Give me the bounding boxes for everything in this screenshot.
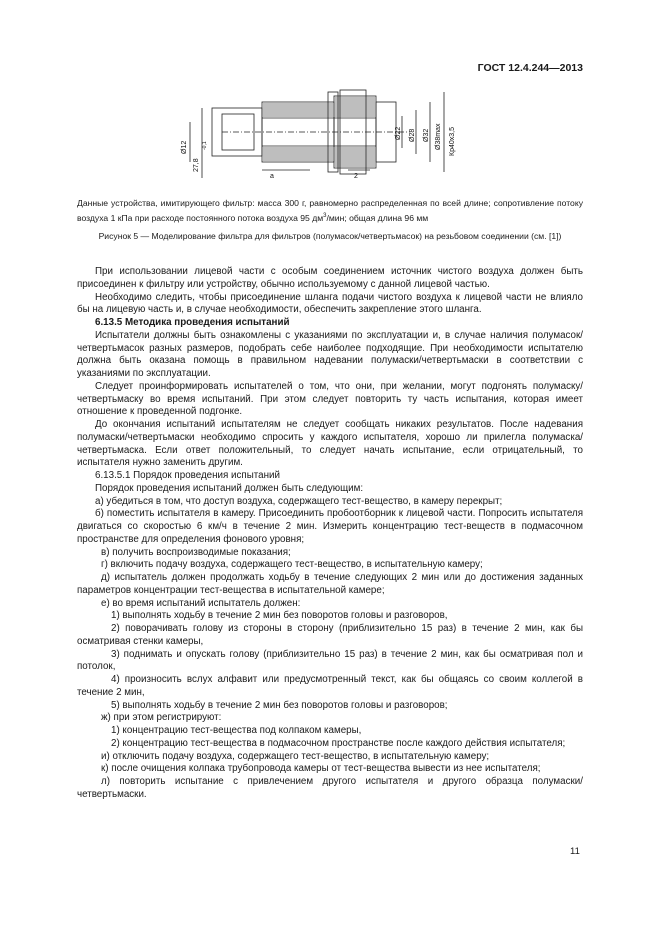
- section-heading: 6.13.5 Методика проведения испытаний: [95, 317, 290, 328]
- paragraph: Порядок проведения испытаний должен быть следующим:: [95, 482, 364, 494]
- dim-tolerance: -0,1: [202, 141, 208, 150]
- sub-list-item: 4) произносить вслух алфавит или предусмотренный текст, как бы общаясь со своим коллегой в течение 2 мин,: [77, 674, 583, 698]
- paragraph: Необходимо следить, чтобы присоединение шланга подачи чистого воздуха к лицевой части не влияло бы на лицевую часть и, в случае необходимости, обеспечить закрепление этого шланга.: [77, 291, 583, 316]
- subsection-heading: 6.13.5.1 Порядок проведения испытаний: [95, 470, 280, 481]
- list-item: д) испытатель должен продолжать ходьбу в течение следующих 2 мин или до достижения заданных параметров концентрации тест-вещества в испытательной камере;: [77, 572, 583, 596]
- figure-caption: Рисунок 5 — Моделирование фильтра для фильтров (полумасок/четвертьмасок) на резьбовом соединении (см. [1]): [98, 231, 562, 241]
- filter-simulation-figure: [170, 88, 460, 188]
- sub-list-item: 1) выполнять ходьбу в течение 2 мин без поворотов головы и разговоров,: [111, 610, 448, 622]
- dim-d28: Ø28: [409, 128, 416, 142]
- figure-note: Данные устройства, имитирующего фильтр: масса 300 г, равномерно распределенная по всей длине; сопротивление потоку воздуха 1 кПа при расходе постоянного потока воздуха 95 $дм^3$/мин; общая длина 96 мм: [77, 198, 583, 223]
- list-item: г) включить подачу воздуха, содержащего тест-вещество, в испытательную камеру;: [101, 559, 483, 571]
- dim-d32: Ø32: [423, 128, 430, 142]
- dim-2: 2: [354, 173, 358, 180]
- list-item: в) получить воспроизводимые показания;: [101, 546, 291, 558]
- paragraph: До окончания испытаний испытателям не следует сообщать никаких результатов. После надевания полумаски/четвертьмаски необходимо спросить у каждого испытателя, хорошо ли прилегла полумаска/четвертьмаска. Если ответ положительный, то следует начать испытание, если отрицательный, то испытателя нужно заменить другим.: [77, 419, 583, 469]
- list-item: ж) при этом регистрируют:: [101, 712, 222, 724]
- dim-d38max: Ø38max: [435, 123, 442, 150]
- page-number: 11: [570, 846, 580, 857]
- sub-list-item: 2) концентрацию тест-вещества в подмасочном пространстве после каждого действия испытателя;: [111, 737, 566, 749]
- dim-d12: Ø12: [181, 140, 188, 154]
- paragraph: При использовании лицевой части с особым соединением источник чистого воздуха должен быть присоединен к фильтру или устройству, обычно используемому с данной лицевой частью.: [77, 266, 583, 290]
- dim-27-8: 27,8: [193, 158, 200, 172]
- list-item: б) поместить испытателя в камеру. Присоединить пробоотборник к лицевой части. Попросить испытателя двигаться со скоростью 6 км/ч в течение 2 мин. Измерить концентрацию тест-веществ в подмасочном пространстве для определения фонового уровня;: [77, 508, 583, 545]
- list-item: е) во время испытаний испытатель должен:: [101, 597, 301, 609]
- sub-list-item: 5) выполнять ходьбу в течение 2 мин без поворотов головы и разговоров;: [111, 699, 448, 711]
- list-item: л) повторить испытание с привлечением другого испытателя и другого образца полумаски/четвертьмаски.: [77, 776, 583, 800]
- list-item: а) убедиться в том, что доступ воздуха, содержащего тест-вещество, в камеру перекрыт;: [95, 495, 503, 507]
- sub-list-item: 2) поворачивать голову из стороны в сторону (приблизительно 15 раз) в течение 2 мин, как бы осматривая стенки камеры,: [77, 623, 583, 647]
- dim-thread: Кр40х3,5: [449, 127, 456, 156]
- paragraph: Испытатели должны быть ознакомлены с указаниями по эксплуатации и, в случае наличия полумасок/четвертьмасок разных размеров, подобрать себе наиболее подходящие. При необходимости испытателю должна быть оказана помощь в правильном надевании полумаски/четвертьмаски в соответствии с указаниями по эксплуатации.: [77, 329, 583, 379]
- dim-a: a: [270, 173, 274, 180]
- sub-list-item: 3) поднимать и опускать голову (приблизительно 15 раз) в течение 2 мин, как бы осматривая пол и потолок,: [77, 648, 583, 673]
- main-text: [77, 266, 583, 802]
- paragraph: Следует проинформировать испытателей о том, что они, при желании, могут подгонять полумаску/четвертьмаску во время испытаний. При этом следует повторить ту часть испытания, которая имеет отношение к проведенной подгонке.: [77, 380, 583, 418]
- list-item: к) после очищения колпака трубопровода камеры от тест-вещества вывести из нее испытателя;: [101, 763, 541, 775]
- dim-d22: Ø22: [395, 126, 402, 140]
- document-header: ГОСТ 12.4.244—2013: [477, 62, 583, 74]
- sub-list-item: 1) концентрацию тест-вещества под колпаком камеры,: [111, 725, 362, 736]
- list-item: и) отключить подачу воздуха, содержащего тест-вещество, в испытательную камеру;: [101, 750, 490, 762]
